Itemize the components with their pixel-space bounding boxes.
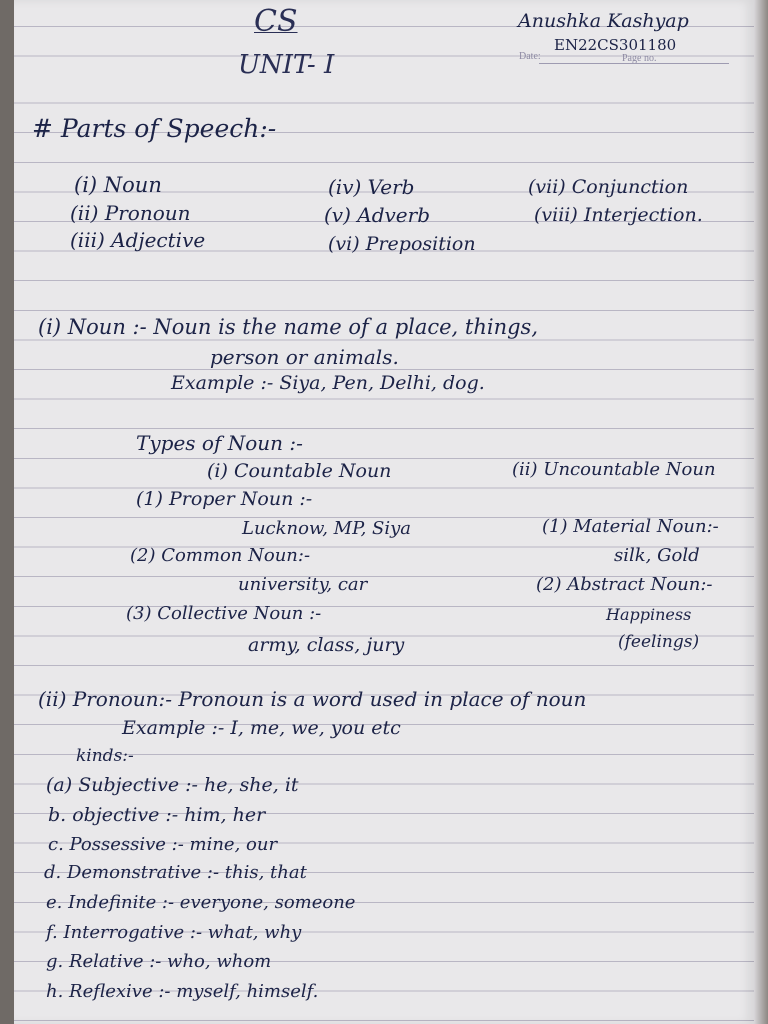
part-conjunction: (vii) Conjunction: [528, 176, 689, 198]
part-noun: (i) Noun: [74, 173, 162, 197]
pronoun-example: Example :- I, me, we, you etc: [122, 717, 401, 739]
material-noun-examples: silk, Gold: [614, 545, 700, 566]
part-verb: (iv) Verb: [328, 175, 415, 199]
part-adverb: (v) Adverb: [324, 203, 431, 227]
types-of-noun-heading: Types of Noun :-: [136, 431, 303, 455]
kind-relative: g. Relative :- who, whom: [46, 951, 272, 972]
common-noun: (2) Common Noun:-: [130, 545, 311, 566]
noun-definition: (i) Noun :- Noun is the name of a place, things,: [38, 315, 539, 339]
abstract-noun: (2) Abstract Noun:-: [536, 574, 713, 595]
collective-noun: (3) Collective Noun :-: [126, 603, 322, 624]
kind-reflexive: h. Reflexive :- myself, himself.: [46, 981, 319, 1002]
kind-subjective: (a) Subjective :- he, she, it: [46, 774, 299, 796]
enrollment-number: EN22CS301180: [554, 36, 677, 54]
uncountable-noun: (ii) Uncountable Noun: [512, 459, 716, 480]
abstract-noun-examples: Happiness: [606, 605, 692, 624]
part-interjection: (viii) Interjection.: [534, 204, 703, 226]
pronoun-definition: (ii) Pronoun:- Pronoun is a word used in place of noun: [38, 687, 587, 711]
kind-objective: b. objective :- him, her: [48, 804, 266, 826]
unit-title: UNIT- I: [238, 50, 335, 80]
date-line: [539, 63, 729, 64]
parts-of-speech-heading: # Parts of Speech:-: [32, 114, 277, 143]
noun-definition-cont: person or animals.: [210, 345, 399, 369]
proper-noun: (1) Proper Noun :-: [136, 488, 313, 510]
kind-possessive: c. Possessive :- mine, our: [48, 834, 278, 855]
countable-noun: (i) Countable Noun: [207, 460, 392, 482]
kind-demonstrative: d. Demonstrative :- this, that: [44, 862, 307, 883]
notebook-edge: [754, 0, 768, 1024]
noun-example: Example :- Siya, Pen, Delhi, dog.: [171, 372, 485, 394]
material-noun: (1) Material Noun:-: [542, 516, 719, 537]
subject-title: CS: [254, 4, 298, 39]
kind-interrogative: f. Interrogative :- what, why: [46, 922, 302, 943]
collective-noun-examples: army, class, jury: [248, 634, 405, 656]
author-name: Anushka Kashyap: [518, 10, 689, 32]
part-preposition: (vi) Preposition: [328, 233, 476, 255]
proper-noun-examples: Lucknow, MP, Siya: [242, 518, 412, 539]
date-label: Date:: [519, 51, 541, 62]
part-adjective: (iii) Adjective: [70, 228, 206, 252]
common-noun-examples: university, car: [238, 574, 368, 595]
kind-indefinite: e. Indefinite :- everyone, someone: [46, 892, 356, 913]
kinds-heading: kinds:-: [76, 746, 134, 766]
part-pronoun: (ii) Pronoun: [70, 201, 191, 225]
notebook-page: [14, 0, 754, 1024]
abstract-noun-note: (feelings): [618, 632, 700, 652]
page-number-label: Page no.: [622, 53, 657, 64]
